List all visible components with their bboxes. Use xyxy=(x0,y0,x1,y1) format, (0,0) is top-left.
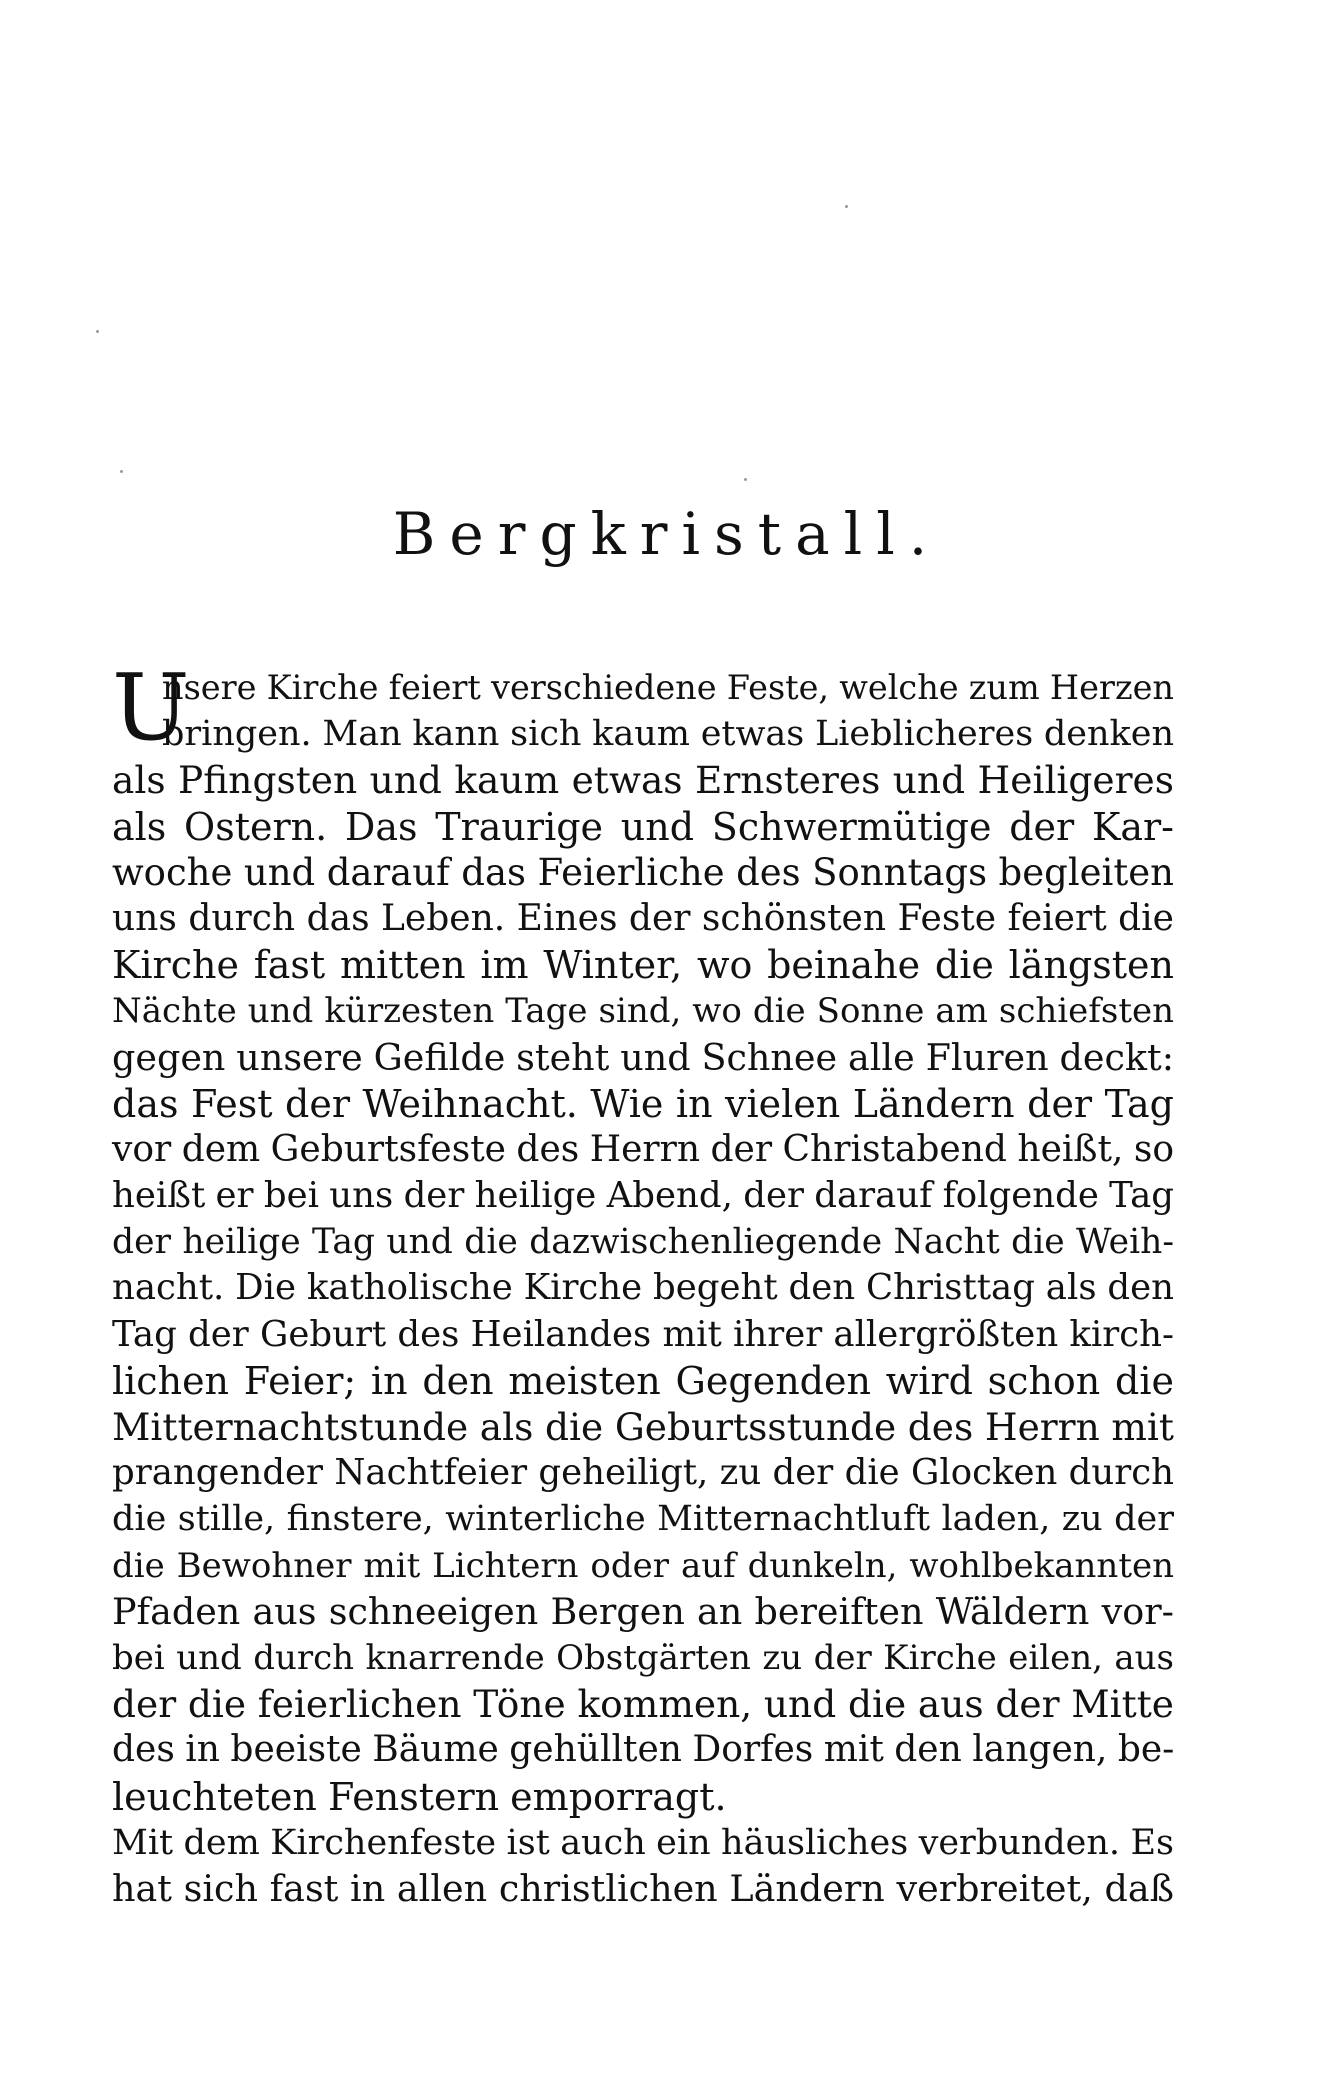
text-line: nsere Kirche feiert verschiedene Feste, welche zum Herzen xyxy=(162,668,1174,707)
text-line: Pfaden aus schneeigen Bergen an bereiften Wäldern vor- xyxy=(112,1589,1174,1633)
text-line: lichen Feier; in den meisten Gegenden wird schon die xyxy=(112,1358,1174,1403)
text-line: uns durch das Leben. Eines der schönsten Feste feiert die xyxy=(112,897,1174,939)
text-line: Mit dem Kirchenfeste ist auch ein häusliches verbunden. Es xyxy=(112,1822,1174,1863)
text-line: gegen unsere Gefilde steht und Schnee alle Fluren deckt: xyxy=(112,1035,1174,1079)
text-line: Nächte und kürzesten Tage sind, wo die Sonne am schiefsten xyxy=(112,991,1174,1032)
text-line: Mitternachtstunde als die Geburtsstunde des Herrn mit xyxy=(112,1405,1174,1449)
text-line: des in beeiste Bäume gehüllten Dorfes mit den langen, be- xyxy=(112,1729,1175,1771)
paragraph-1 xyxy=(112,665,1174,1820)
paper-speck xyxy=(845,205,848,208)
text-line: die Bewohner mit Lichtern oder auf dunkeln, wohlbekannten xyxy=(112,1545,1174,1586)
body-text xyxy=(112,665,1174,1912)
text-line: prangender Nachtfeier geheiligt, zu der die Glocken durch xyxy=(112,1452,1174,1494)
text-line: bringen. Man kann sich kaum etwas Lieblicheres denken xyxy=(162,714,1174,755)
text-line: das Fest der Weihnacht. Wie in vielen Ländern der Tag xyxy=(112,1081,1174,1126)
text-line: als Ostern. Das Traurige und Schwermütige der Kar- xyxy=(112,804,1174,849)
text-line: als Pfingsten und kaum etwas Ernsteres und Heiligeres xyxy=(112,758,1174,803)
text-line: Kirche fast mitten im Winter, wo beinahe die längsten xyxy=(112,943,1174,988)
paper-speck xyxy=(744,478,747,481)
paragraph-2 xyxy=(112,1820,1174,1912)
text-line: leuchteten Fenstern emporragt. xyxy=(112,1774,727,1819)
text-line: bei und durch knarrende Obstgärten zu der Kirche eilen, aus xyxy=(112,1637,1174,1678)
initial-letter: U xyxy=(112,654,190,761)
text-line: der heilige Tag und die dazwischenliegende Nacht die Weih- xyxy=(112,1222,1174,1263)
text-line: woche und darauf das Feierliche des Sonntags begleiten xyxy=(112,850,1174,894)
chapter-title: Bergkristall. xyxy=(392,500,942,568)
paper-speck xyxy=(120,470,123,473)
text-line: der die feierlichen Töne kommen, und die aus der Mitte xyxy=(112,1682,1174,1727)
text-line: die stille, finstere, winterliche Mitternachtluft laden, zu der xyxy=(112,1499,1174,1540)
text-line: heißt er bei uns der heilige Abend, der darauf folgende Tag xyxy=(112,1175,1174,1217)
text-line: Tag der Geburt des Heilandes mit ihrer allergrößten kirch- xyxy=(112,1313,1174,1355)
paper-speck xyxy=(96,330,99,333)
text-line: nacht. Die katholische Kirche begeht den Christtag als den xyxy=(112,1267,1174,1309)
text-line: vor dem Geburtsfeste des Herrn der Christabend heißt, so xyxy=(112,1128,1174,1170)
text-line: hat sich fast in allen christlichen Ländern verbreitet, daß xyxy=(112,1866,1174,1910)
